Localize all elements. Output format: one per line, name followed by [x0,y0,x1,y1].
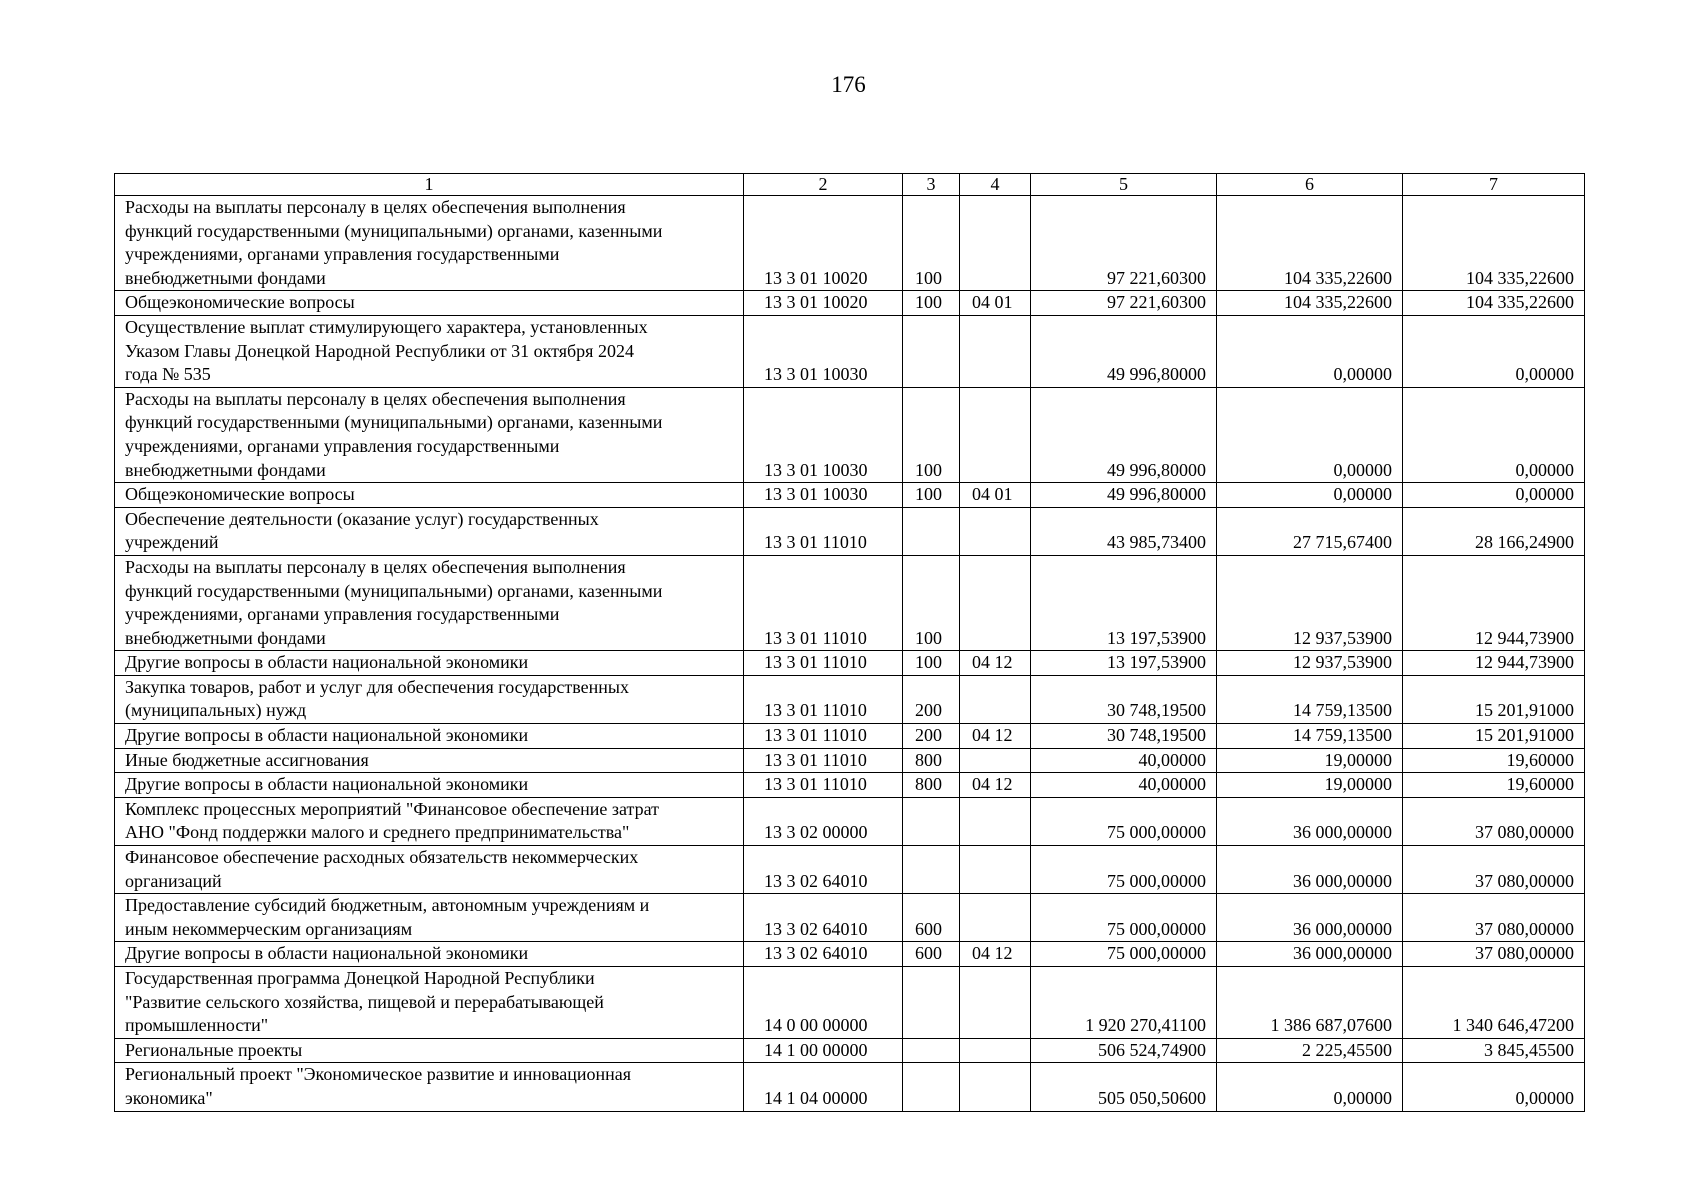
target-article-code: 14 1 04 00000 [744,1063,903,1111]
item-name: Общеэкономические вопросы [115,291,744,316]
amount-col5: 13 197,53900 [1031,555,1217,650]
amount-col7: 0,00000 [1403,315,1585,387]
section-code [960,748,1031,773]
column-header: 3 [903,174,960,196]
table-row [115,507,1585,555]
amount-col5: 40,00000 [1031,773,1217,798]
expense-type-code: 200 [903,724,960,749]
table-row [115,196,1585,291]
section-code [960,555,1031,650]
amount-col5: 97 221,60300 [1031,196,1217,291]
amount-col6: 36 000,00000 [1217,894,1403,942]
amount-col6: 36 000,00000 [1217,797,1403,845]
amount-col5: 49 996,80000 [1031,483,1217,508]
section-code: 04 12 [960,724,1031,749]
amount-col6: 0,00000 [1217,387,1403,482]
target-article-code: 13 3 01 11010 [744,773,903,798]
amount-col7: 0,00000 [1403,1063,1585,1111]
amount-col6: 0,00000 [1217,315,1403,387]
expense-type-code [903,1038,960,1063]
table-row [115,651,1585,676]
expense-type-code: 100 [903,291,960,316]
table-row [115,797,1585,845]
amount-col5: 75 000,00000 [1031,846,1217,894]
target-article-code: 13 3 01 11010 [744,675,903,723]
table-row [115,942,1585,967]
section-code [960,387,1031,482]
item-name: Другие вопросы в области национальной экономики [115,773,744,798]
section-code: 04 12 [960,773,1031,798]
expense-type-code: 100 [903,555,960,650]
amount-col7: 37 080,00000 [1403,846,1585,894]
amount-col5: 40,00000 [1031,748,1217,773]
section-code: 04 01 [960,291,1031,316]
item-name: Закупка товаров, работ и услуг для обеспечения государственных (муниципальных) нужд [115,675,744,723]
column-header: 1 [115,174,744,196]
amount-col6: 104 335,22600 [1217,196,1403,291]
amount-col7: 3 845,45500 [1403,1038,1585,1063]
table-row [115,1038,1585,1063]
item-name: Другие вопросы в области национальной экономики [115,651,744,676]
table-row [115,1063,1585,1111]
amount-col6: 14 759,13500 [1217,724,1403,749]
amount-col6: 0,00000 [1217,483,1403,508]
amount-col7: 0,00000 [1403,483,1585,508]
page-number: 176 [831,72,866,97]
column-header: 4 [960,174,1031,196]
table-row [115,675,1585,723]
amount-col6: 2 225,45500 [1217,1038,1403,1063]
target-article-code: 13 3 02 64010 [744,846,903,894]
amount-col6: 27 715,67400 [1217,507,1403,555]
table-row [115,315,1585,387]
amount-col6: 36 000,00000 [1217,846,1403,894]
expense-type-code: 800 [903,748,960,773]
target-article-code: 13 3 02 64010 [744,942,903,967]
amount-col5: 13 197,53900 [1031,651,1217,676]
expense-type-code: 100 [903,196,960,291]
item-name: Расходы на выплаты персоналу в целях обеспечения выполнения функций государственными (муниципальными) органами, казенными учреждениями, органами управления государственными внебюджетными фондами [115,555,744,650]
amount-col6: 104 335,22600 [1217,291,1403,316]
amount-col7: 104 335,22600 [1403,291,1585,316]
target-article-code: 13 3 01 10020 [744,291,903,316]
amount-col5: 49 996,80000 [1031,315,1217,387]
expense-type-code [903,967,960,1039]
amount-col6: 36 000,00000 [1217,942,1403,967]
section-code [960,675,1031,723]
amount-col5: 49 996,80000 [1031,387,1217,482]
amount-col7: 15 201,91000 [1403,675,1585,723]
target-article-code: 14 0 00 00000 [744,967,903,1039]
amount-col7: 37 080,00000 [1403,894,1585,942]
amount-col5: 75 000,00000 [1031,797,1217,845]
section-code [960,507,1031,555]
amount-col7: 19,60000 [1403,748,1585,773]
amount-col7: 1 340 646,47200 [1403,967,1585,1039]
expense-type-code: 100 [903,651,960,676]
table-row [115,894,1585,942]
section-code [960,1038,1031,1063]
expense-type-code: 600 [903,942,960,967]
item-name: Региональные проекты [115,1038,744,1063]
amount-col5: 1 920 270,41100 [1031,967,1217,1039]
target-article-code: 13 3 01 10030 [744,387,903,482]
amount-col6: 0,00000 [1217,1063,1403,1111]
table-row [115,555,1585,650]
amount-col7: 12 944,73900 [1403,651,1585,676]
section-code [960,967,1031,1039]
item-name: Расходы на выплаты персоналу в целях обеспечения выполнения функций государственными (муниципальными) органами, казенными учреждениями, органами управления государственными внебюджетными фондами [115,196,744,291]
expense-type-code [903,1063,960,1111]
item-name: Иные бюджетные ассигнования [115,748,744,773]
target-article-code: 13 3 01 11010 [744,507,903,555]
expense-type-code [903,797,960,845]
column-header: 2 [744,174,903,196]
amount-col6: 19,00000 [1217,773,1403,798]
amount-col5: 30 748,19500 [1031,675,1217,723]
target-article-code: 13 3 01 11010 [744,748,903,773]
section-code [960,315,1031,387]
table-row [115,748,1585,773]
expense-type-code [903,315,960,387]
amount-col7: 104 335,22600 [1403,196,1585,291]
item-name: Расходы на выплаты персоналу в целях обеспечения выполнения функций государственными (муниципальными) органами, казенными учреждениями, органами управления государственными внебюджетными фондами [115,387,744,482]
table-row [115,483,1585,508]
target-article-code: 13 3 01 11010 [744,651,903,676]
section-code: 04 01 [960,483,1031,508]
item-name: Общеэкономические вопросы [115,483,744,508]
table-row [115,724,1585,749]
amount-col7: 28 166,24900 [1403,507,1585,555]
amount-col5: 97 221,60300 [1031,291,1217,316]
amount-col5: 75 000,00000 [1031,942,1217,967]
expense-type-code [903,846,960,894]
expense-type-code: 100 [903,483,960,508]
expense-type-code: 600 [903,894,960,942]
amount-col6: 19,00000 [1217,748,1403,773]
item-name: Обеспечение деятельности (оказание услуг) государственных учреждений [115,507,744,555]
item-name: Осуществление выплат стимулирующего характера, установленных Указом Главы Донецкой Народной Республики от 31 октября 2024 года № 535 [115,315,744,387]
section-code [960,846,1031,894]
expense-type-code [903,507,960,555]
section-code [960,1063,1031,1111]
item-name: Государственная программа Донецкой Народной Республики "Развитие сельского хозяйства, пищевой и перерабатывающей промышленности" [115,967,744,1039]
amount-col7: 0,00000 [1403,387,1585,482]
table-row [115,967,1585,1039]
expense-type-code: 100 [903,387,960,482]
column-header: 6 [1217,174,1403,196]
item-name: Предоставление субсидий бюджетным, автономным учреждениям и иным некоммерческим организациям [115,894,744,942]
amount-col5: 43 985,73400 [1031,507,1217,555]
amount-col7: 37 080,00000 [1403,942,1585,967]
amount-col7: 12 944,73900 [1403,555,1585,650]
target-article-code: 13 3 01 10030 [744,315,903,387]
target-article-code: 13 3 01 11010 [744,555,903,650]
target-article-code: 13 3 01 10020 [744,196,903,291]
amount-col5: 30 748,19500 [1031,724,1217,749]
header-row [115,174,1585,196]
item-name: Финансовое обеспечение расходных обязательств некоммерческих организаций [115,846,744,894]
budget-table [114,173,1585,1112]
amount-col5: 75 000,00000 [1031,894,1217,942]
item-name: Региональный проект "Экономическое развитие и инновационная экономика" [115,1063,744,1111]
table-row [115,846,1585,894]
expense-type-code: 800 [903,773,960,798]
amount-col5: 506 524,74900 [1031,1038,1217,1063]
amount-col5: 505 050,50600 [1031,1063,1217,1111]
section-code [960,196,1031,291]
target-article-code: 13 3 02 00000 [744,797,903,845]
column-header: 5 [1031,174,1217,196]
section-code: 04 12 [960,942,1031,967]
amount-col6: 12 937,53900 [1217,555,1403,650]
table-row [115,773,1585,798]
amount-col6: 12 937,53900 [1217,651,1403,676]
amount-col6: 14 759,13500 [1217,675,1403,723]
target-article-code: 13 3 01 10030 [744,483,903,508]
item-name: Другие вопросы в области национальной экономики [115,724,744,749]
amount-col7: 19,60000 [1403,773,1585,798]
table-row [115,291,1585,316]
amount-col7: 37 080,00000 [1403,797,1585,845]
target-article-code: 14 1 00 00000 [744,1038,903,1063]
column-header: 7 [1403,174,1585,196]
amount-col6: 1 386 687,07600 [1217,967,1403,1039]
target-article-code: 13 3 01 11010 [744,724,903,749]
expense-type-code: 200 [903,675,960,723]
section-code [960,797,1031,845]
item-name: Комплекс процессных мероприятий "Финансовое обеспечение затрат АНО "Фонд поддержки малого и среднего предпринимательства" [115,797,744,845]
section-code [960,894,1031,942]
item-name: Другие вопросы в области национальной экономики [115,942,744,967]
target-article-code: 13 3 02 64010 [744,894,903,942]
amount-col7: 15 201,91000 [1403,724,1585,749]
section-code: 04 12 [960,651,1031,676]
table-row [115,387,1585,482]
